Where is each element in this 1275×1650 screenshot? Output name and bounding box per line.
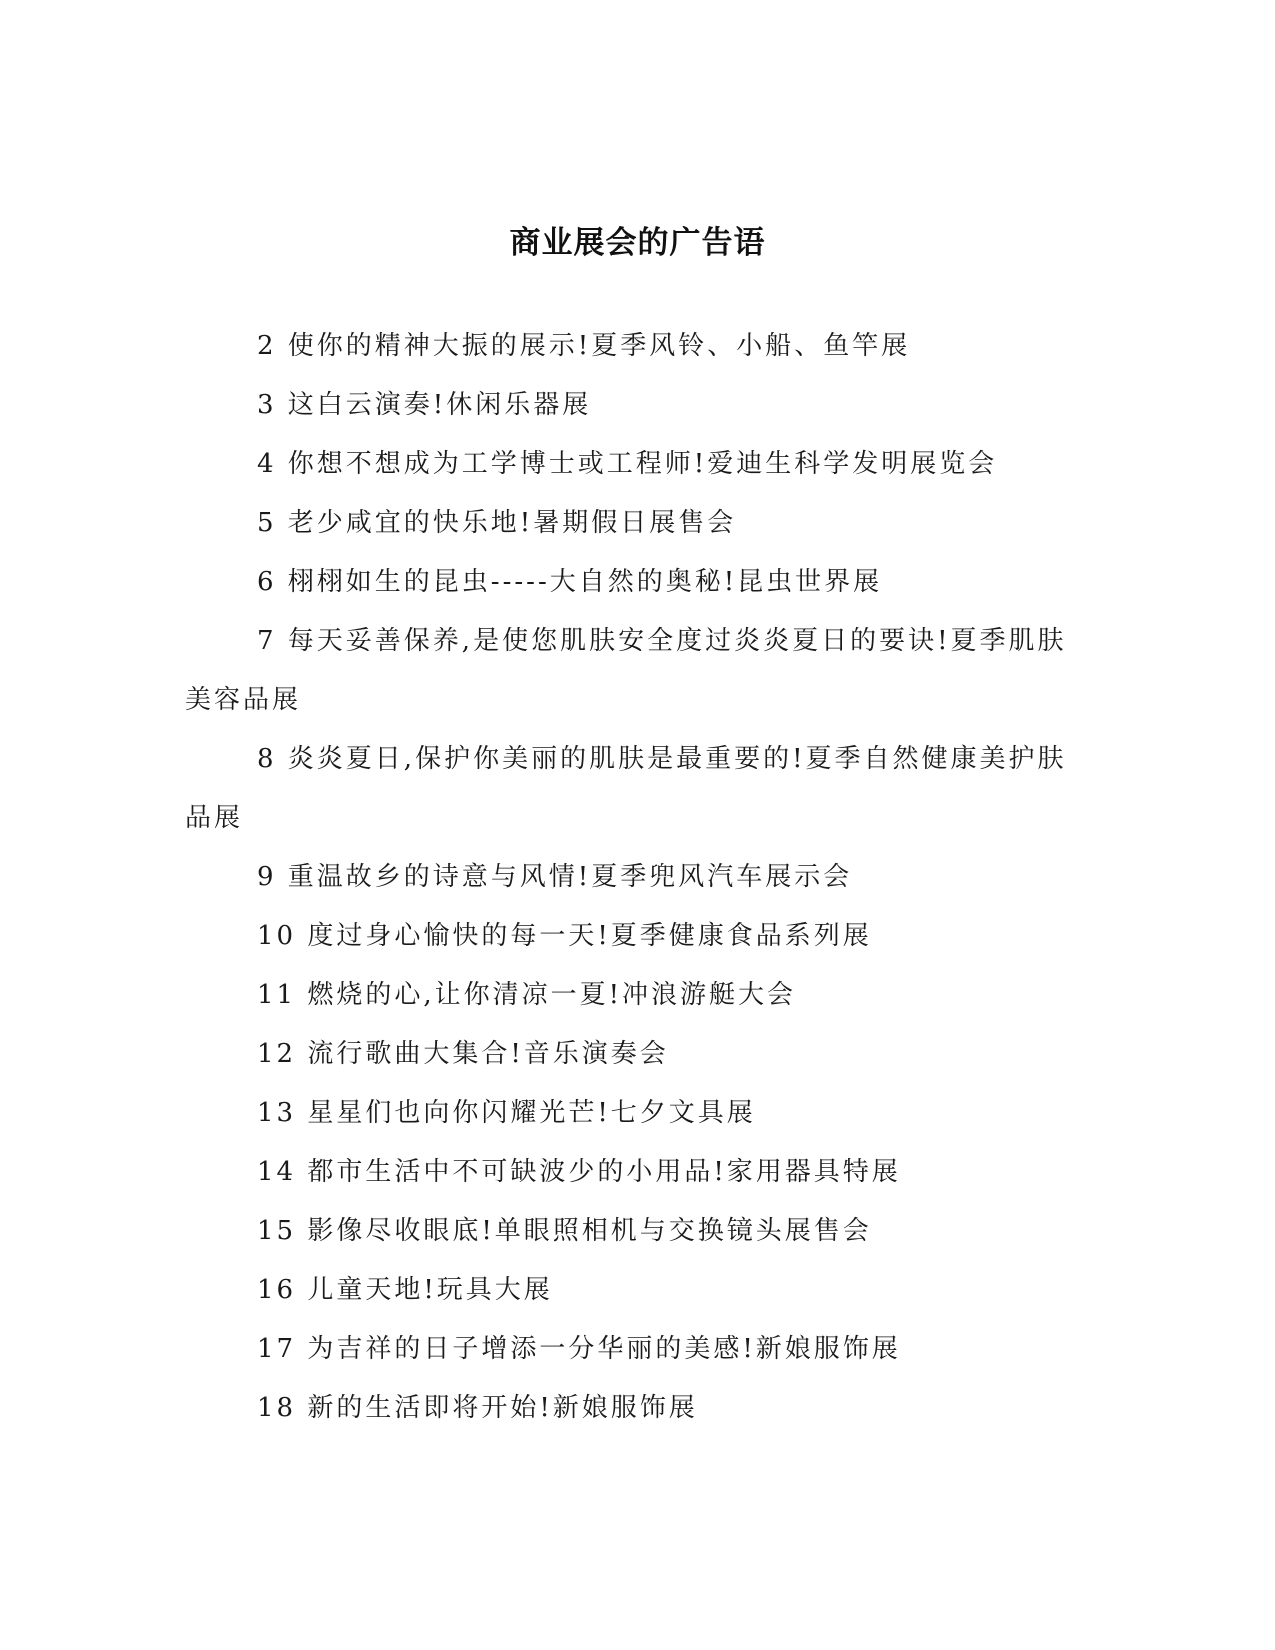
paragraph: 6 栩栩如生的昆虫-----大自然的奥秘!昆虫世界展 (257, 567, 883, 597)
page-title: 商业展会的广告语 (509, 224, 766, 261)
paragraph: 7 每天妥善保养,是使您肌肤安全度过炎炎夏日的要诀!夏季肌肤美容品展 (185, 626, 1067, 715)
document-body (185, 317, 1090, 1438)
paragraph: 15 影像尽收眼底!单眼照相机与交换镜头展售会 (257, 1216, 872, 1246)
paragraph: 12 流行歌曲大集合!音乐演奏会 (257, 1039, 669, 1069)
paragraph: 13 星星们也向你闪耀光芒!七夕文具展 (257, 1098, 756, 1128)
paragraph: 3 这白云演奏!休闲乐器展 (257, 390, 592, 420)
paragraph: 8 炎炎夏日,保护你美丽的肌肤是最重要的!夏季自然健康美护肤品展 (185, 744, 1067, 833)
paragraph: 16 儿童天地!玩具大展 (257, 1275, 553, 1305)
paragraph: 14 都市生活中不可缺波少的小用品!家用器具特展 (257, 1157, 901, 1187)
paragraph: 10 度过身心愉快的每一天!夏季健康食品系列展 (257, 921, 872, 951)
paragraph: 4 你想不想成为工学博士或工程师!爱迪生科学发明展览会 (257, 449, 998, 479)
paragraph: 2 使你的精神大振的展示!夏季风铃、小船、鱼竿展 (257, 331, 911, 361)
paragraph: 17 为吉祥的日子增添一分华丽的美感!新娘服饰展 (257, 1334, 901, 1364)
paragraph: 9 重温故乡的诗意与风情!夏季兜风汽车展示会 (257, 862, 853, 892)
paragraph: 18 新的生活即将开始!新娘服饰展 (257, 1393, 698, 1423)
paragraph: 11 燃烧的心,让你清凉一夏!冲浪游艇大会 (257, 980, 797, 1010)
paragraph: 5 老少咸宜的快乐地!暑期假日展售会 (257, 508, 737, 538)
